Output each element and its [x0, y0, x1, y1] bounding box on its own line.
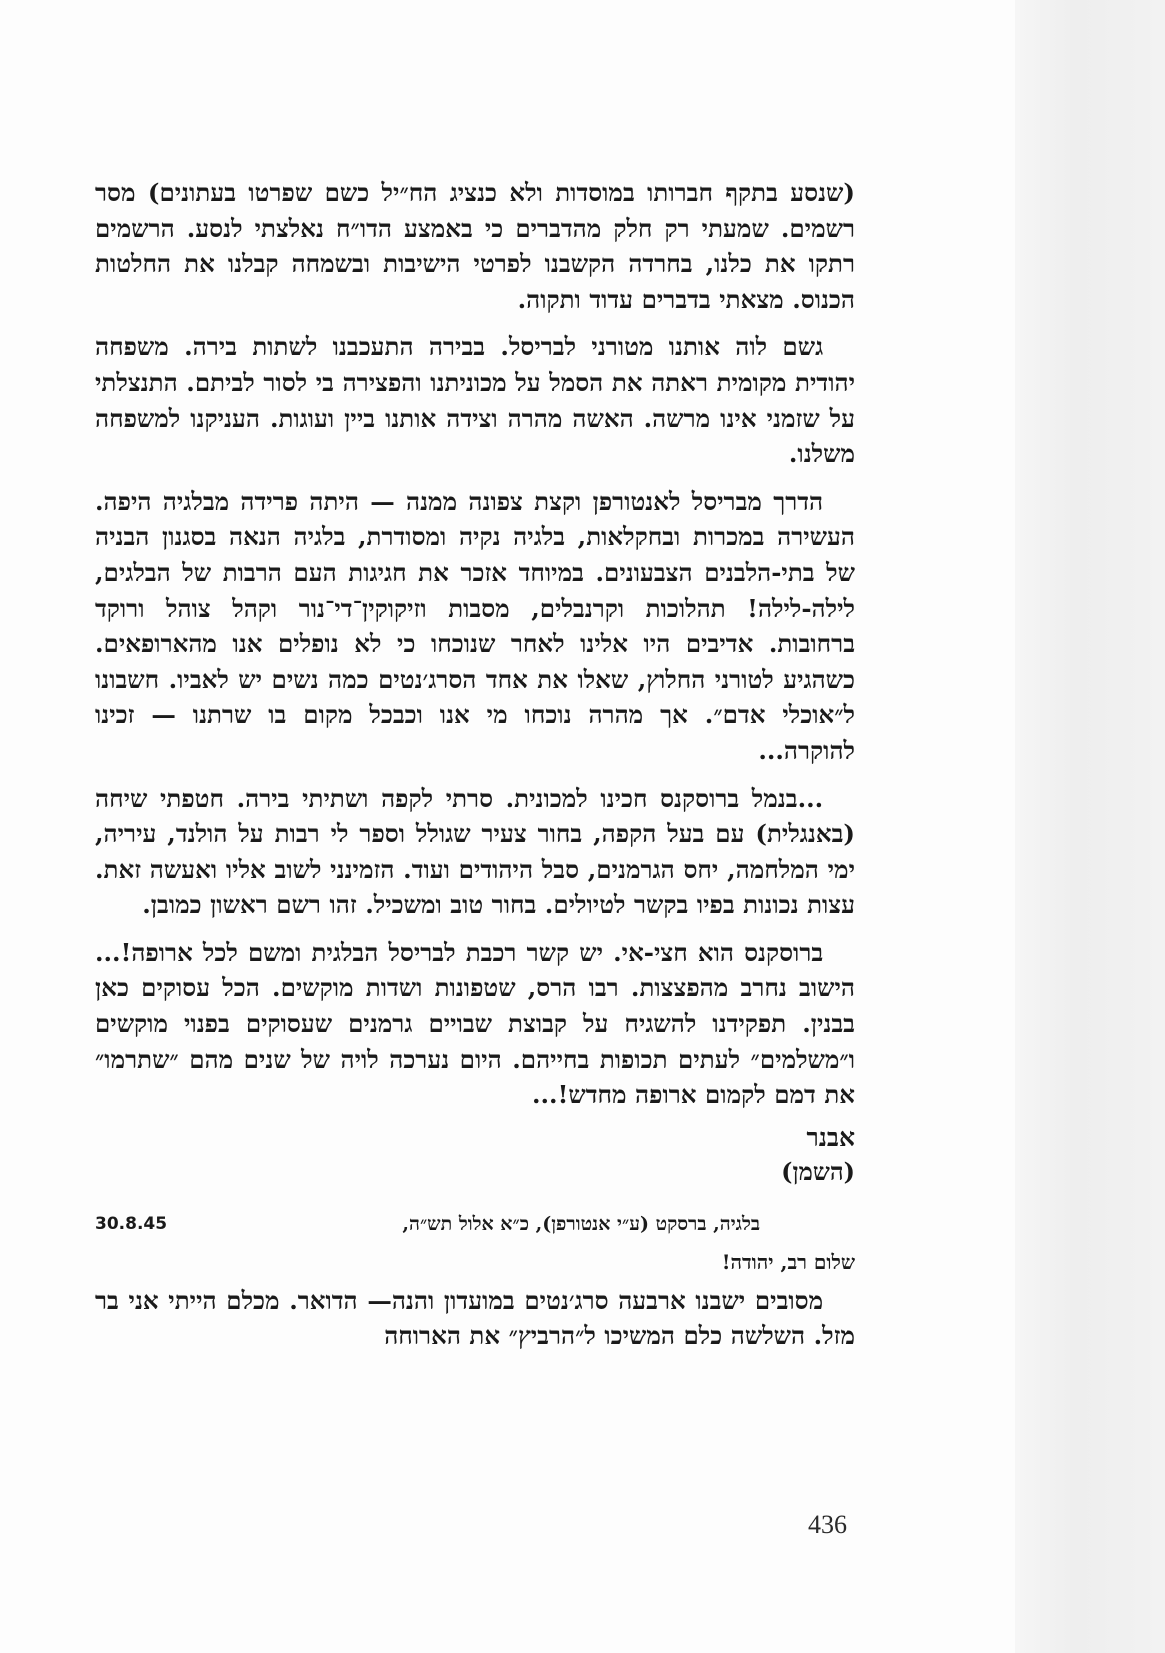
- paragraph-1: (שנסע בתקף חברותו במוסדות ולא כנציג הח״יל כשם שפרטו בעתונים) מסר רשמים. שמעתי רק חלק מהדברים כי באמצע הדו״ח נאלצתי לנסע. הרשמים רתקו את כלנו, בחרדה הקשבנו לפרטי הישיבות ובשמחה קבלנו את החלטות הכנוס. מצאתי בדברים עדוד ותקוה.: [95, 178, 855, 314]
- signature-name: אבנר: [806, 1122, 855, 1152]
- signature-note: (השמן): [781, 1156, 855, 1186]
- main-text-column: [95, 175, 855, 1366]
- letter-body: מסובים ישבנו ארבעה סרג׳נטים במועדון והנה— הדואר. מכלם הייתי אני בר מזל. השלשה כלם המשיכו ל״הרביץ״ את הארוחה: [95, 1285, 855, 1351]
- paragraph-4: ...בנמל ברוסקנס חכינו למכונית. סרתי לקפה ושתיתי בירה. חטפתי שיחה (באנגלית) עם בעל הקפה, בחור צעיר שגולל וספר לי רבות על הולנד, עיריה, ימי המלחמה, יחס הגרמנים, סבל היהודים ועוד. הזמינני לשוב אליו ואעשה זאת. עצות נכונות בפיו בקשר לטיולים. בחור טוב ומשכיל. זהו רשם ראשון כמובן.: [95, 783, 855, 920]
- paragraph-5: ברוסקנס הוא חצי-אי. יש קשר רכבת לבריסל הבלגית ומשם לכל ארופה!... הישוב נחרב מהפצצות. רבו הרס, שטפונות ושדות מוקשים. הכל עסוקים כאן בבנין. תפקידנו להשגיח על קבוצת שבויים גרמנים שעסוקים בפנוי מוקשים ו״משלמים״ לעתים תכופות בחייהם. היום נערכה לויה של שנים מהם ״שתרמו״ את דמם לקמום ארופה מחדש!...: [95, 937, 855, 1110]
- page-edge-shadow: [1015, 0, 1165, 1653]
- letter-place-date-hebrew: בלגיה, ברסקט (ע״י אנטורפן), כ״א אלול תש״ה,: [402, 1212, 760, 1235]
- letter-date: 30.8.45: [95, 1213, 168, 1234]
- paragraph-2: גשם לוה אותנו מטורני לבריסל. בבירה התעכבנו לשתות בירה. משפחה יהודית מקומית ראתה את הסמל על מכוניתנו והפצירה בי לסור לביתם. התנצלתי על שזמני אינו מרשה. האשה מהרה וצידה אותנו ביין ועוגות. העניקנו למשפחה משלנו.: [95, 332, 855, 469]
- page-number: 436: [808, 1510, 847, 1539]
- letter-greeting: שלום רב, יהודה!: [721, 1249, 855, 1274]
- paragraph-3: הדרך מבריסל לאנטורפן וקצת צפונה ממנה — היתה פרידה מבלגיה היפה. העשירה במכרות ובחקלאות, בלגיה נקיה ומסודרת, בלגיה הנאה בסגנון הבניה של בתי-הלבנים הצבעונים. במיוחד אזכר את חגיגות העם הרבות של הבלגים, לילה-לילה! תהלוכות וקרנבלים, מסבות וזיקוקין־די־נור וקהל צוהל ורוקד ברחובות. אדיבים היו אלינו לאחר שנוכחו כי לא נופלים אנו מהארופאים. כשהגיע לטורני החלוץ, שאלו את אחד הסרג׳נטים כמה נשים יש לאביו. חשבונו ל״אוכלי אדם״. אך מהרה נוכחו מי אנו וכבכל מקום בו שרתנו — זכינו להוקרה...: [95, 486, 855, 765]
- letter-header: [95, 1209, 855, 1239]
